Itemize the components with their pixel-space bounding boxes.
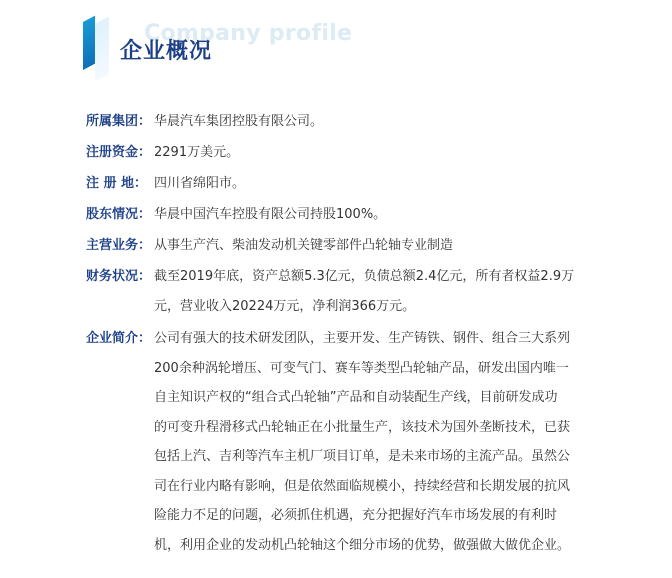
finance-line: 截至2019年底，资产总额5.3亿元，负债总额2.4亿元，所有者权益2.9万	[154, 269, 575, 284]
info-row-business	[86, 234, 616, 257]
profile-line: 公司有强大的技术研发团队，主要开发、生产铸铁、钢件、组合三大系列	[154, 331, 571, 346]
profile-line: 包括上汽、吉利等汽车主机厂项目订单，是未来市场的主流产品。虽然公	[154, 449, 571, 464]
value-group: 华晨汽车集团控股有限公司。	[154, 114, 324, 129]
label-address: 注 册 地：	[86, 176, 148, 191]
value-finance	[154, 262, 574, 321]
logo-bar-dark	[83, 16, 95, 70]
label-business: 主营业务：	[86, 238, 152, 253]
value-address: 四川省绵阳市。	[154, 176, 246, 191]
label-finance: 财务状况：	[86, 269, 152, 284]
info-list	[86, 110, 616, 568]
info-row-group	[86, 110, 616, 133]
label-profile: 企业简介：	[86, 331, 152, 346]
info-row-finance	[86, 265, 616, 321]
watermark-text: Company profile	[144, 21, 353, 46]
page-title: 企业概况	[120, 39, 213, 64]
profile-line: 的可变升程滑移式凸轮轴正在小批量生产，该技术为国外垄断技术，已获	[154, 419, 571, 435]
profile-line: 自主知识产权的“组合式凸轮轴”产品和自动装配生产线，目前研发成功	[154, 390, 558, 405]
label-group: 所属集团：	[86, 114, 152, 129]
finance-line: 元，营业收入20224万元，净利润366万元。	[154, 298, 416, 314]
info-row-capital	[86, 141, 616, 164]
info-row-address	[86, 172, 616, 195]
logo-mark	[83, 22, 113, 92]
logo-bar-light	[95, 17, 109, 82]
value-profile	[154, 324, 570, 560]
profile-line: 司在行业内略有影响，但是依然面临规模小，持续经营和长期发展的抗风	[154, 478, 571, 494]
label-capital: 注册资金：	[86, 145, 152, 160]
profile-line: 200余种涡轮增压、可变气门、赛车等类型凸轮轴产品，研发出国内唯一	[154, 360, 569, 376]
info-row-profile	[86, 327, 616, 560]
value-business: 从事生产汽、柴油发动机关键零部件凸轮轴专业制造	[154, 238, 454, 253]
profile-line: 险能力不足的问题，必须抓住机遇，充分把握好汽车市场发展的有利时	[154, 508, 558, 523]
value-capital: 2291万美元。	[154, 145, 240, 160]
value-shareholder: 华晨中国汽车控股有限公司持股100%。	[154, 207, 387, 222]
profile-line: 机，利用企业的发动机凸轮轴这个细分市场的优势，做强做大做优企业。	[154, 537, 571, 553]
label-shareholder: 股东情况：	[86, 207, 152, 222]
info-row-shareholder	[86, 203, 616, 226]
